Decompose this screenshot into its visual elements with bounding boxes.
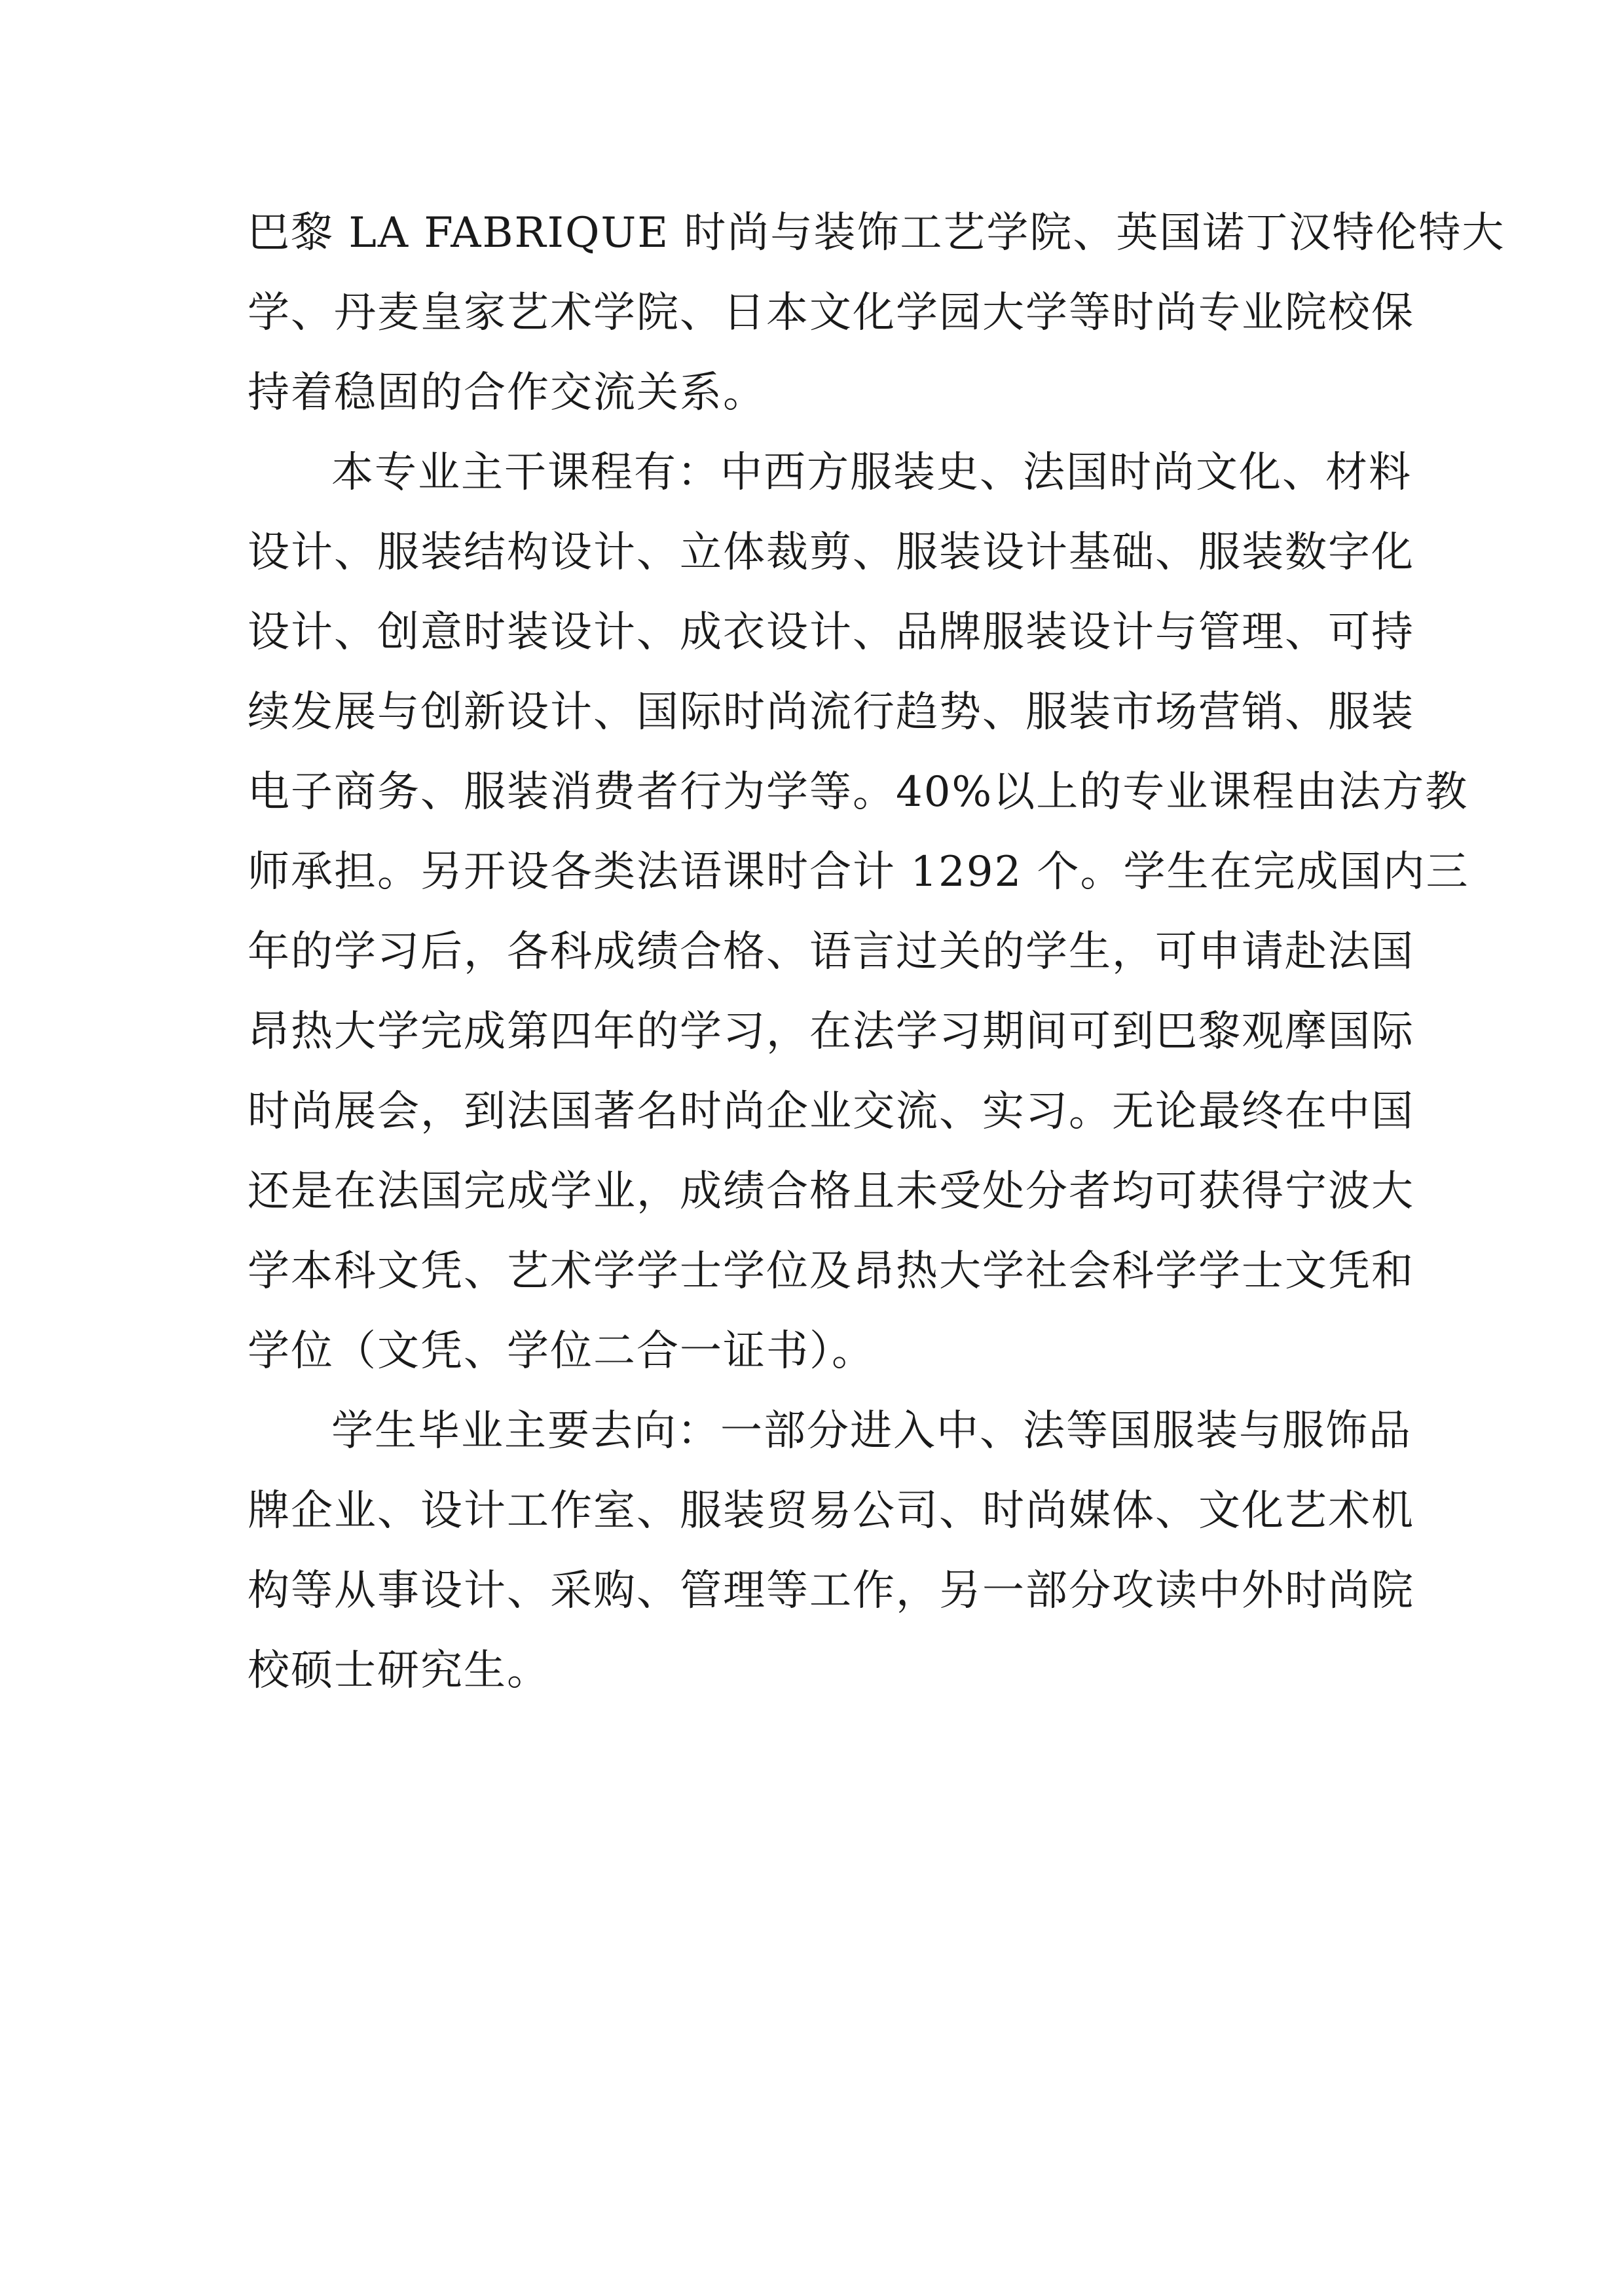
text-line: 学位（文凭、学位二合一证书）。 xyxy=(248,1327,875,1376)
text-line: 构等从事设计、采购、管理等工作，另一部分攻读中外时尚院 xyxy=(248,1567,1414,1615)
text-line: 巴黎 LA FABRIQUE 时尚与装饰工艺学院、英国诺丁汉特伦特大 xyxy=(248,209,1505,257)
text-line: 还是在法国完成学业，成绩合格且未受处分者均可获得宁波大 xyxy=(248,1167,1414,1216)
text-line: 学本科文凭、艺术学学士学位及昂热大学社会科学学士文凭和 xyxy=(248,1247,1414,1296)
text-line: 昂热大学完成第四年的学习，在法学习期间可到巴黎观摩国际 xyxy=(248,1008,1414,1056)
paragraph-graduate-destinations xyxy=(248,1391,1414,1711)
text-line: 校硕士研究生。 xyxy=(248,1647,550,1695)
text-line: 学生毕业主要去向：一部分进入中、法等国服装与服饰品 xyxy=(331,1407,1412,1455)
text-line: 年的学习后，各科成绩合格、语言过关的学生，可申请赴法国 xyxy=(248,928,1414,976)
text-line: 学、丹麦皇家艺术学院、日本文化学园大学等时尚专业院校保 xyxy=(248,289,1414,337)
text-line: 持着稳固的合作交流关系。 xyxy=(248,369,766,417)
text-line: 时尚展会，到法国著名时尚企业交流、实习。无论最终在中国 xyxy=(248,1087,1414,1136)
body-text xyxy=(248,193,1505,1711)
text-line: 牌企业、设计工作室、服装贸易公司、时尚媒体、文化艺术机 xyxy=(248,1487,1414,1535)
text-line: 师承担。另开设各类法语课时合计 1292 个。学生在完成国内三 xyxy=(248,848,1469,896)
paragraph-partner-institutions xyxy=(248,193,1505,433)
text-line: 设计、服装结构设计、立体裁剪、服装设计基础、服装数字化 xyxy=(248,528,1414,577)
text-line: 电子商务、服装消费者行为学等。40%以上的专业课程由法方教 xyxy=(248,768,1469,816)
text-line: 续发展与创新设计、国际时尚流行趋势、服装市场营销、服装 xyxy=(248,688,1414,737)
text-line: 设计、创意时装设计、成衣设计、品牌服装设计与管理、可持 xyxy=(248,608,1414,657)
text-line: 本专业主干课程有：中西方服装史、法国时尚文化、材料 xyxy=(331,448,1412,497)
paragraph-main-courses xyxy=(248,433,1469,1391)
